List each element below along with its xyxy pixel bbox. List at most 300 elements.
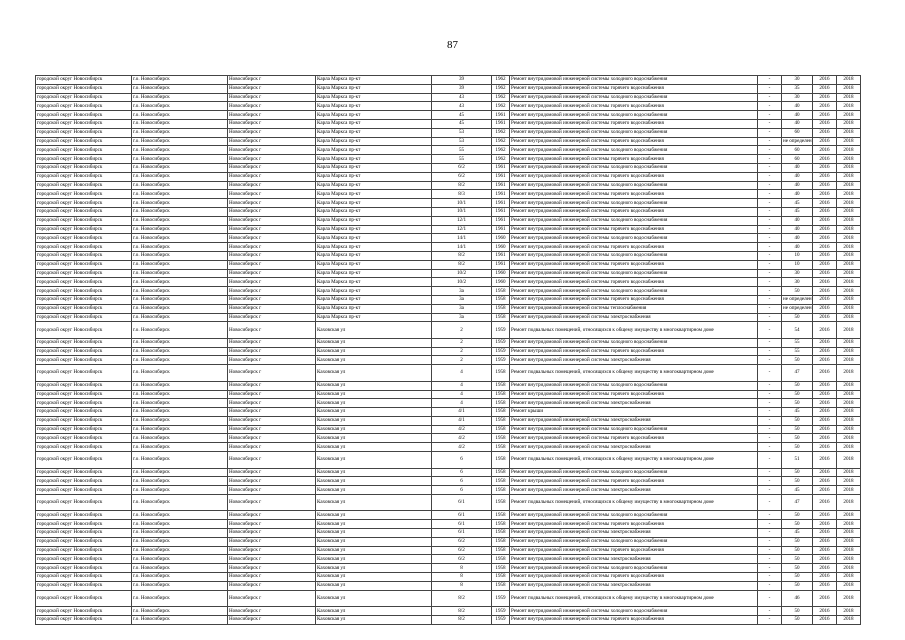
district-cell: городской округ Новосибирск: [36, 322, 132, 339]
house-number-cell: 14/1: [432, 234, 492, 243]
district-cell: городской округ Новосибирск: [36, 269, 132, 278]
municipality-cell: г.о. Новосибирск: [132, 119, 228, 128]
build-year-cell: 1960: [492, 234, 510, 243]
build-year-cell: 1962: [492, 137, 510, 146]
city-cell: Новосибирск г: [228, 119, 316, 128]
year-to-cell: 2018: [837, 356, 861, 365]
year-to-cell: 2018: [837, 555, 861, 564]
build-year-cell: 1961: [492, 216, 510, 225]
year-from-cell: 2016: [813, 172, 837, 181]
dash-cell: -: [758, 347, 782, 356]
street-cell: Карла Маркса пр-кт: [316, 251, 432, 260]
municipality-cell: г.о. Новосибирск: [132, 269, 228, 278]
work-type-cell: Ремонт внутридомовой инженерной системы теплоснабжения: [510, 304, 758, 313]
house-number-cell: 4: [432, 399, 492, 408]
year-to-cell: 2018: [837, 269, 861, 278]
amount-cell: 47: [782, 365, 813, 382]
dash-cell: -: [758, 93, 782, 102]
street-cell: Карла Маркса пр-кт: [316, 260, 432, 269]
dash-cell: -: [758, 243, 782, 252]
district-cell: городской округ Новосибирск: [36, 564, 132, 573]
dash-cell: -: [758, 546, 782, 555]
table-row: [36, 287, 861, 296]
city-cell: Новосибирск г: [228, 172, 316, 181]
district-cell: городской округ Новосибирск: [36, 172, 132, 181]
year-to-cell: 2018: [837, 581, 861, 590]
amount-cell: 55: [782, 338, 813, 347]
amount-cell: 50: [782, 511, 813, 520]
house-number-cell: 4/2: [432, 425, 492, 434]
city-cell: Новосибирск г: [228, 322, 316, 339]
street-cell: Карла Маркса пр-кт: [316, 172, 432, 181]
year-to-cell: 2018: [837, 76, 861, 85]
build-year-cell: 1958: [492, 399, 510, 408]
city-cell: Новосибирск г: [228, 590, 316, 607]
year-from-cell: 2016: [813, 243, 837, 252]
house-number-cell: 10/1: [432, 199, 492, 208]
year-from-cell: 2016: [813, 416, 837, 425]
year-from-cell: 2016: [813, 425, 837, 434]
build-year-cell: 1959: [492, 607, 510, 616]
amount-cell: 30: [782, 76, 813, 85]
table-row: [36, 443, 861, 452]
municipality-cell: г.о. Новосибирск: [132, 381, 228, 390]
amount-cell: 50: [782, 477, 813, 486]
dash-cell: -: [758, 234, 782, 243]
municipality-cell: г.о. Новосибирск: [132, 452, 228, 469]
work-type-cell: Ремонт внутридомовой инженерной системы холодного водоснабжения: [510, 511, 758, 520]
amount-cell: 50: [782, 555, 813, 564]
house-number-cell: 4/2: [432, 434, 492, 443]
year-to-cell: 2018: [837, 251, 861, 260]
table-row: [36, 347, 861, 356]
work-type-cell: Ремонт внутридомовой инженерной системы холодного водоснабжения: [510, 287, 758, 296]
street-cell: Каховская ул: [316, 408, 432, 417]
dash-cell: -: [758, 494, 782, 511]
build-year-cell: 1958: [492, 468, 510, 477]
build-year-cell: 1958: [492, 295, 510, 304]
house-number-cell: 8/2: [432, 181, 492, 190]
amount-cell: 50: [782, 381, 813, 390]
city-cell: Новосибирск г: [228, 102, 316, 111]
district-cell: городской округ Новосибирск: [36, 304, 132, 313]
house-number-cell: 4: [432, 390, 492, 399]
house-number-cell: 10/2: [432, 269, 492, 278]
district-cell: городской округ Новосибирск: [36, 102, 132, 111]
house-number-cell: 8/2: [432, 615, 492, 624]
table-row: [36, 477, 861, 486]
work-type-cell: Ремонт внутридомовой инженерной системы горячего водоснабжения: [510, 278, 758, 287]
dash-cell: -: [758, 537, 782, 546]
year-to-cell: 2018: [837, 155, 861, 164]
year-to-cell: 2018: [837, 146, 861, 155]
municipality-cell: г.о. Новосибирск: [132, 546, 228, 555]
dash-cell: -: [758, 477, 782, 486]
house-number-cell: 6/2: [432, 163, 492, 172]
dash-cell: -: [758, 365, 782, 382]
work-type-cell: Ремонт подвальных помещений, относящихся к общему имуществу в многоквартирном доме: [510, 322, 758, 339]
street-cell: Карла Маркса пр-кт: [316, 163, 432, 172]
year-to-cell: 2018: [837, 304, 861, 313]
district-cell: городской округ Новосибирск: [36, 607, 132, 616]
city-cell: Новосибирск г: [228, 163, 316, 172]
city-cell: Новосибирск г: [228, 338, 316, 347]
dash-cell: -: [758, 443, 782, 452]
build-year-cell: 1958: [492, 425, 510, 434]
district-cell: городской округ Новосибирск: [36, 529, 132, 538]
dash-cell: -: [758, 338, 782, 347]
work-type-cell: Ремонт внутридомовой инженерной системы холодного водоснабжения: [510, 93, 758, 102]
district-cell: городской округ Новосибирск: [36, 260, 132, 269]
table-row: [36, 172, 861, 181]
dash-cell: -: [758, 416, 782, 425]
build-year-cell: 1958: [492, 573, 510, 582]
year-to-cell: 2018: [837, 190, 861, 199]
city-cell: Новосибирск г: [228, 573, 316, 582]
city-cell: Новосибирск г: [228, 607, 316, 616]
amount-cell: 40: [782, 163, 813, 172]
year-to-cell: 2018: [837, 338, 861, 347]
street-cell: Карла Маркса пр-кт: [316, 84, 432, 93]
amount-cell: 50: [782, 287, 813, 296]
street-cell: Карла Маркса пр-кт: [316, 225, 432, 234]
build-year-cell: 1959: [492, 590, 510, 607]
city-cell: Новосибирск г: [228, 93, 316, 102]
district-cell: городской округ Новосибирск: [36, 443, 132, 452]
city-cell: Новосибирск г: [228, 137, 316, 146]
year-to-cell: 2018: [837, 287, 861, 296]
table-row: [36, 225, 861, 234]
year-to-cell: 2018: [837, 537, 861, 546]
table-row: [36, 304, 861, 313]
table-row: [36, 434, 861, 443]
municipality-cell: г.о. Новосибирск: [132, 225, 228, 234]
year-from-cell: 2016: [813, 304, 837, 313]
municipality-cell: г.о. Новосибирск: [132, 607, 228, 616]
municipality-cell: г.о. Новосибирск: [132, 564, 228, 573]
dash-cell: -: [758, 269, 782, 278]
work-type-cell: Ремонт внутридомовой инженерной системы холодного водоснабжения: [510, 468, 758, 477]
district-cell: городской округ Новосибирск: [36, 477, 132, 486]
municipality-cell: г.о. Новосибирск: [132, 216, 228, 225]
amount-cell: 45: [782, 207, 813, 216]
street-cell: Карла Маркса пр-кт: [316, 207, 432, 216]
street-cell: Карла Маркса пр-кт: [316, 137, 432, 146]
house-number-cell: 8: [432, 581, 492, 590]
year-from-cell: 2016: [813, 287, 837, 296]
district-cell: городской округ Новосибирск: [36, 468, 132, 477]
year-from-cell: 2016: [813, 207, 837, 216]
year-from-cell: 2016: [813, 102, 837, 111]
year-to-cell: 2018: [837, 607, 861, 616]
dash-cell: -: [758, 163, 782, 172]
city-cell: Новосибирск г: [228, 111, 316, 120]
municipality-cell: г.о. Новосибирск: [132, 477, 228, 486]
work-type-cell: Ремонт внутридомовой инженерной системы холодного водоснабжения: [510, 216, 758, 225]
dash-cell: -: [758, 304, 782, 313]
work-type-cell: Ремонт внутридомовой инженерной системы электроснабжения: [510, 443, 758, 452]
district-cell: городской округ Новосибирск: [36, 76, 132, 85]
year-to-cell: 2018: [837, 119, 861, 128]
municipality-cell: г.о. Новосибирск: [132, 434, 228, 443]
house-number-cell: 39: [432, 84, 492, 93]
municipality-cell: г.о. Новосибирск: [132, 199, 228, 208]
district-cell: городской округ Новосибирск: [36, 278, 132, 287]
year-to-cell: 2018: [837, 278, 861, 287]
district-cell: городской округ Новосибирск: [36, 216, 132, 225]
municipality-cell: г.о. Новосибирск: [132, 399, 228, 408]
house-number-cell: 43: [432, 102, 492, 111]
district-cell: городской округ Новосибирск: [36, 137, 132, 146]
dash-cell: -: [758, 468, 782, 477]
house-number-cell: 39: [432, 76, 492, 85]
street-cell: Каховская ул: [316, 590, 432, 607]
city-cell: Новосибирск г: [228, 76, 316, 85]
dash-cell: -: [758, 155, 782, 164]
table-row: [36, 468, 861, 477]
municipality-cell: г.о. Новосибирск: [132, 295, 228, 304]
year-to-cell: 2018: [837, 295, 861, 304]
year-to-cell: 2018: [837, 399, 861, 408]
build-year-cell: 1958: [492, 452, 510, 469]
year-from-cell: 2016: [813, 234, 837, 243]
build-year-cell: 1961: [492, 251, 510, 260]
amount-cell: 40: [782, 216, 813, 225]
year-from-cell: 2016: [813, 76, 837, 85]
dash-cell: -: [758, 390, 782, 399]
city-cell: Новосибирск г: [228, 356, 316, 365]
street-cell: Каховская ул: [316, 615, 432, 624]
year-to-cell: 2018: [837, 322, 861, 339]
district-cell: городской округ Новосибирск: [36, 365, 132, 382]
dash-cell: -: [758, 529, 782, 538]
table-row: [36, 365, 861, 382]
work-type-cell: Ремонт внутридомовой инженерной системы горячего водоснабжения: [510, 102, 758, 111]
year-to-cell: 2018: [837, 590, 861, 607]
build-year-cell: 1960: [492, 269, 510, 278]
build-year-cell: 1958: [492, 581, 510, 590]
amount-cell: не определен: [783, 137, 812, 144]
street-cell: Каховская ул: [316, 434, 432, 443]
house-number-cell: 10/1: [432, 207, 492, 216]
year-from-cell: 2016: [813, 260, 837, 269]
house-number-cell: 4/1: [432, 408, 492, 417]
street-cell: Карла Маркса пр-кт: [316, 313, 432, 322]
city-cell: Новосибирск г: [228, 581, 316, 590]
house-number-cell: 53: [432, 137, 492, 146]
amount-cell: 50: [782, 607, 813, 616]
street-cell: Каховская ул: [316, 494, 432, 511]
amount-cell: 60: [782, 128, 813, 137]
year-to-cell: 2018: [837, 425, 861, 434]
street-cell: Каховская ул: [316, 452, 432, 469]
build-year-cell: 1960: [492, 278, 510, 287]
district-cell: городской округ Новосибирск: [36, 537, 132, 546]
municipality-cell: г.о. Новосибирск: [132, 408, 228, 417]
year-to-cell: 2018: [837, 163, 861, 172]
year-from-cell: 2016: [813, 573, 837, 582]
municipality-cell: г.о. Новосибирск: [132, 190, 228, 199]
build-year-cell: 1959: [492, 615, 510, 624]
street-cell: Каховская ул: [316, 564, 432, 573]
build-year-cell: 1962: [492, 84, 510, 93]
work-type-cell: Ремонт внутридомовой инженерной системы холодного водоснабжения: [510, 269, 758, 278]
street-cell: Каховская ул: [316, 477, 432, 486]
district-cell: городской округ Новосибирск: [36, 494, 132, 511]
amount-cell: 40: [782, 111, 813, 120]
amount-cell: 40: [782, 119, 813, 128]
year-from-cell: 2016: [813, 146, 837, 155]
street-cell: Каховская ул: [316, 537, 432, 546]
work-type-cell: Ремонт внутридомовой инженерной системы холодного водоснабжения: [510, 537, 758, 546]
city-cell: Новосибирск г: [228, 486, 316, 495]
municipality-cell: г.о. Новосибирск: [132, 581, 228, 590]
dash-cell: -: [758, 102, 782, 111]
district-cell: городской округ Новосибирск: [36, 581, 132, 590]
dash-cell: -: [758, 434, 782, 443]
amount-cell: 30: [782, 278, 813, 287]
table-row: [36, 356, 861, 365]
year-from-cell: 2016: [813, 313, 837, 322]
table-row: [36, 381, 861, 390]
district-cell: городской округ Новосибирск: [36, 546, 132, 555]
work-type-cell: Ремонт внутридомовой инженерной системы холодного водоснабжения: [510, 111, 758, 120]
city-cell: Новосибирск г: [228, 390, 316, 399]
municipality-cell: г.о. Новосибирск: [132, 615, 228, 624]
house-number-cell: 55: [432, 146, 492, 155]
work-type-cell: Ремонт внутридомовой инженерной системы холодного водоснабжения: [510, 199, 758, 208]
year-to-cell: 2018: [837, 243, 861, 252]
amount-cell: 50: [782, 537, 813, 546]
municipality-cell: г.о. Новосибирск: [132, 468, 228, 477]
district-cell: городской округ Новосибирск: [36, 520, 132, 529]
amount-cell: 50: [782, 390, 813, 399]
dash-cell: -: [758, 564, 782, 573]
municipality-cell: г.о. Новосибирск: [132, 163, 228, 172]
dash-cell: -: [758, 207, 782, 216]
amount-cell: 50: [782, 416, 813, 425]
municipality-cell: г.о. Новосибирск: [132, 511, 228, 520]
build-year-cell: 1959: [492, 347, 510, 356]
district-cell: городской округ Новосибирск: [36, 84, 132, 93]
amount-cell: 50: [782, 443, 813, 452]
build-year-cell: 1958: [492, 443, 510, 452]
street-cell: Карла Маркса пр-кт: [316, 111, 432, 120]
amount-cell: 40: [782, 181, 813, 190]
work-type-cell: Ремонт внутридомовой инженерной системы горячего водоснабжения: [510, 137, 758, 146]
table-row: [36, 216, 861, 225]
district-cell: городской округ Новосибирск: [36, 243, 132, 252]
year-from-cell: 2016: [813, 607, 837, 616]
dash-cell: -: [758, 146, 782, 155]
year-to-cell: 2018: [837, 234, 861, 243]
year-from-cell: 2016: [813, 295, 837, 304]
house-number-cell: 3а: [432, 295, 492, 304]
work-type-cell: Ремонт внутридомовой инженерной системы горячего водоснабжения: [510, 520, 758, 529]
build-year-cell: 1958: [492, 486, 510, 495]
build-year-cell: 1961: [492, 199, 510, 208]
city-cell: Новосибирск г: [228, 216, 316, 225]
year-to-cell: 2018: [837, 347, 861, 356]
dash-cell: -: [758, 260, 782, 269]
year-from-cell: 2016: [813, 468, 837, 477]
house-number-cell: 12/1: [432, 216, 492, 225]
year-to-cell: 2018: [837, 443, 861, 452]
city-cell: Новосибирск г: [228, 84, 316, 93]
year-from-cell: 2016: [813, 390, 837, 399]
build-year-cell: 1962: [492, 76, 510, 85]
city-cell: Новосибирск г: [228, 434, 316, 443]
table-row: [36, 190, 861, 199]
amount-cell: 50: [782, 399, 813, 408]
house-number-cell: 45: [432, 111, 492, 120]
year-from-cell: 2016: [813, 269, 837, 278]
table-row: [36, 546, 861, 555]
work-type-cell: Ремонт внутридомовой инженерной системы горячего водоснабжения: [510, 477, 758, 486]
amount-cell: 45: [782, 529, 813, 538]
city-cell: Новосибирск г: [228, 199, 316, 208]
house-number-cell: 10/2: [432, 278, 492, 287]
year-to-cell: 2018: [837, 128, 861, 137]
build-year-cell: 1961: [492, 181, 510, 190]
city-cell: Новосибирск г: [228, 494, 316, 511]
year-from-cell: 2016: [813, 494, 837, 511]
district-cell: городской округ Новосибирск: [36, 251, 132, 260]
table-row: [36, 416, 861, 425]
house-number-cell: 53: [432, 128, 492, 137]
work-type-cell: Ремонт внутридомовой инженерной системы горячего водоснабжения: [510, 615, 758, 624]
work-type-cell: Ремонт внутридомовой инженерной системы холодного водоснабжения: [510, 564, 758, 573]
dash-cell: -: [758, 199, 782, 208]
year-to-cell: 2018: [837, 573, 861, 582]
table-row: [36, 251, 861, 260]
year-from-cell: 2016: [813, 278, 837, 287]
year-to-cell: 2018: [837, 494, 861, 511]
amount-cell: 50: [782, 434, 813, 443]
table-row: [36, 511, 861, 520]
year-to-cell: 2018: [837, 452, 861, 469]
street-cell: Каховская ул: [316, 381, 432, 390]
street-cell: Каховская ул: [316, 520, 432, 529]
year-to-cell: 2018: [837, 199, 861, 208]
city-cell: Новосибирск г: [228, 365, 316, 382]
municipality-cell: г.о. Новосибирск: [132, 181, 228, 190]
table-row: [36, 243, 861, 252]
build-year-cell: 1961: [492, 207, 510, 216]
work-type-cell: Ремонт внутридомовой инженерной системы горячего водоснабжения: [510, 84, 758, 93]
build-year-cell: 1961: [492, 163, 510, 172]
work-type-cell: Ремонт внутридомовой инженерной системы холодного водоснабжения: [510, 425, 758, 434]
work-type-cell: Ремонт внутридомовой инженерной системы горячего водоснабжения: [510, 243, 758, 252]
table-row: [36, 295, 861, 304]
municipality-cell: г.о. Новосибирск: [132, 287, 228, 296]
city-cell: Новосибирск г: [228, 416, 316, 425]
municipality-cell: г.о. Новосибирск: [132, 172, 228, 181]
build-year-cell: 1958: [492, 520, 510, 529]
year-to-cell: 2018: [837, 546, 861, 555]
table-row: [36, 529, 861, 538]
house-number-cell: 6/2: [432, 537, 492, 546]
work-type-cell: Ремонт внутридомовой инженерной системы холодного водоснабжения: [510, 381, 758, 390]
dash-cell: -: [758, 615, 782, 624]
street-cell: Карла Маркса пр-кт: [316, 76, 432, 85]
year-to-cell: 2018: [837, 564, 861, 573]
year-to-cell: 2018: [837, 225, 861, 234]
table-row: [36, 425, 861, 434]
year-from-cell: 2016: [813, 511, 837, 520]
city-cell: Новосибирск г: [228, 511, 316, 520]
city-cell: Новосибирск г: [228, 477, 316, 486]
